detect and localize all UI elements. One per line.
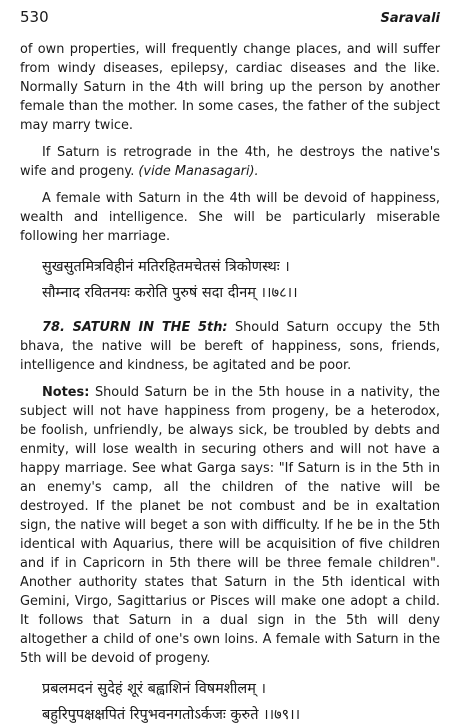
paragraph-retrograde-text: If Saturn is retrograde in the 4th, he destroys the native's wife and progeny. [20, 145, 440, 179]
paragraph-saturn-5th [20, 318, 440, 375]
verse-line: सौम्नाद रवितनयः करोति पुरुषं सदा दीनम् ।।७८।। [42, 285, 298, 301]
page-body [20, 40, 440, 728]
notes-label: Notes: [42, 385, 90, 400]
section-heading: 78. SATURN IN THE 5th: [42, 320, 228, 335]
paragraph-retrograde [20, 143, 440, 181]
verse-line: सुखसुतमित्रविहीनं मतिरहितमचेतसं त्रिकोणस्थः । [42, 259, 290, 275]
sanskrit-verse-79 [42, 676, 440, 728]
page-header [20, 8, 440, 30]
notes-text: Should Saturn be in the 5th house in a nativity, the subject will not have happiness from progeny, be a heterodox, be foolish, unfriendly, be always sick, be troubled by debts and enmity, will lose wealth in securing others and will not have a happy marriage. See what Garga says: "If Saturn is in the 5th in an enemy's camp, all the children of the native will be destroyed. If the planet be not combust and be in exaltation sign, the native will beget a son with difficulty. If he be in the 5th identical with Aquarius, there will be acquisition of five children and if in Capricorn in 5th there will be three female children". Another authority states that Saturn in the 5th identical with Gemini, Virgo, Sagittarius or Pisces will make one adopt a child. It follows that Saturn in a dual sign in the 5th will deny altogether a child of one's own loins. A female with Saturn in the 5th will be devoid of progeny. [20, 385, 440, 666]
paragraph-female-4th: A female with Saturn in the 4th will be devoid of happiness, wealth and intelligence. She will be particularly miserable following her marriage. [20, 191, 440, 244]
running-title: Saravali [380, 11, 440, 26]
reference-citation: (vide Manasagari). [138, 164, 259, 179]
paragraph-notes [20, 383, 440, 668]
section-text: Should Saturn occupy the 5th bhava, the native will be bereft of happiness, sons, friends, intelligence and kindness, be agitated and be poor. [20, 320, 440, 373]
page-number: 530 [20, 8, 49, 26]
paragraph-continuation: of own properties, will frequently change places, and will suffer from windy diseases, epilepsy, cardiac diseases and the like. Normally Saturn in the 4th will bring up the person by another female than the mother. In some cases, the father of the subject may marry twice. [20, 42, 440, 133]
sanskrit-verse-78 [42, 254, 440, 306]
verse-line: बहुरिपुपक्षक्षपितं रिपुभवनगतोऽर्कजः कुरुते ।।७९।। [42, 707, 301, 723]
verse-line: प्रबलमदनं सुदेहं शूरं बह्वाशिनं विषमशीलम् । [42, 681, 267, 697]
